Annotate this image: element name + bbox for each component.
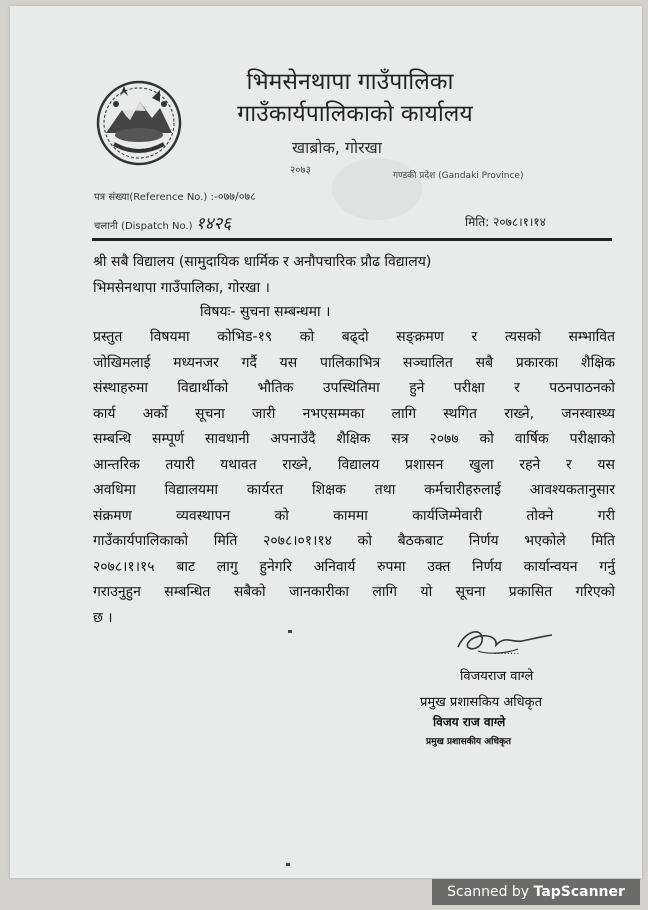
- establishment-year: २०७३: [290, 165, 311, 176]
- letter-page: [10, 6, 642, 878]
- body-line: जोखिमलाई मध्यनजर गर्दै यस पालिकाभित्र सञ्चालित सबै प्रकारका शैक्षिक: [93, 354, 615, 371]
- stamp-title: प्रमुख प्रशासकीय अधिकृत: [426, 737, 512, 747]
- signatory-name: विजयराज वाग्ले: [460, 669, 534, 684]
- signatory-title: प्रमुख प्रशासकिय अधिकृत: [420, 695, 543, 710]
- body-line: आन्तरिक तयारी यथावत राख्ने, विद्यालय प्रशासन खुला रहने र यस: [93, 456, 615, 473]
- scanner-watermark: [432, 879, 640, 905]
- addressee-line-2: भिमसेनथापा गाउँपालिका, गोरखा ।: [93, 280, 270, 296]
- office-title: गाउँकार्यपालिकाको कार्यालय: [237, 101, 473, 127]
- letter-date: [465, 213, 546, 230]
- date-label: मिति:: [465, 215, 490, 229]
- body-line: कार्य अर्को सूचना जारी नभएसम्मका लागि स्थगित राख्ने, जनस्वास्थ्य: [93, 405, 615, 422]
- letter-body: [93, 325, 615, 631]
- body-line: गराउनुहुन सम्बन्धित सबैको जानकारीका लागि यो सूचना प्रकासित गरिएको: [93, 584, 615, 600]
- watermark-brand: TapScanner: [533, 884, 625, 900]
- dispatch-number: [94, 211, 231, 234]
- signature-dots: ........: [494, 646, 520, 657]
- reference-number: [94, 189, 256, 204]
- nepal-emblem-icon: [94, 78, 184, 168]
- scan-speck: [286, 863, 290, 866]
- office-location: खाब्रोक, गोरखा: [292, 138, 382, 157]
- body-line: छ ।: [93, 609, 113, 626]
- body-line: संक्रमण व्यवस्थापन को काममा कार्यजिम्मेवारी तोक्ने गरी: [93, 507, 615, 524]
- stamp-name: विजय राज वाग्ले: [433, 715, 506, 729]
- body-line: संस्थाहरुमा विद्यार्थीको भौतिक उपस्थितिमा हुने परीक्षा र पठनपाठनको: [93, 380, 615, 396]
- reference-value: -०७७/०७८: [213, 190, 256, 203]
- body-line: गाउँकार्यपालिकाको मिति २०७८।०१।१४ को बैठकबाट निर्णय भएकोले मिति: [93, 533, 615, 549]
- addressee-line-1: श्री सबै विद्यालय (सामुदायिक धार्मिक र अनौपचारिक प्रौढ विद्यालय): [93, 254, 432, 270]
- body-line: सम्बन्धि सम्पूर्ण सावधानी अपनाउँदै शैक्षिक सत्र २०७७ को वार्षिक परीक्षाको: [93, 431, 615, 447]
- reference-label: पत्र संख्या(Reference No.) :: [94, 192, 214, 203]
- dispatch-value: १४२६: [195, 214, 232, 234]
- body-line: प्रस्तुत विषयमा कोभिड-१९ को बढ्दो सङ्क्रमण र त्यसको सम्भावित: [93, 329, 615, 345]
- dispatch-label: चलानी (Dispatch No.): [94, 221, 193, 232]
- province-label: गण्डकी प्रदेश (Gandaki Province): [393, 171, 524, 181]
- date-value: २०७८।१।१४: [493, 215, 546, 229]
- scan-speck: [288, 630, 292, 633]
- office-name: भिमसेनथापा गाउँपालिका: [246, 69, 454, 95]
- header-divider: [92, 238, 612, 241]
- body-line: अवधिमा विद्यालयमा कार्यरत शिक्षक तथा कर्मचारीहरुलाई आवश्यकतानुसार: [93, 482, 615, 498]
- body-line: २०७८।१।१५ बाट लागु हुनेगरि अनिवार्य रुपमा उक्त निर्णय कार्यान्वयन गर्नु: [93, 558, 615, 575]
- watermark-prefix: Scanned by: [447, 884, 534, 900]
- subject-line: विषयः- सुचना सम्बन्धमा ।: [200, 304, 331, 320]
